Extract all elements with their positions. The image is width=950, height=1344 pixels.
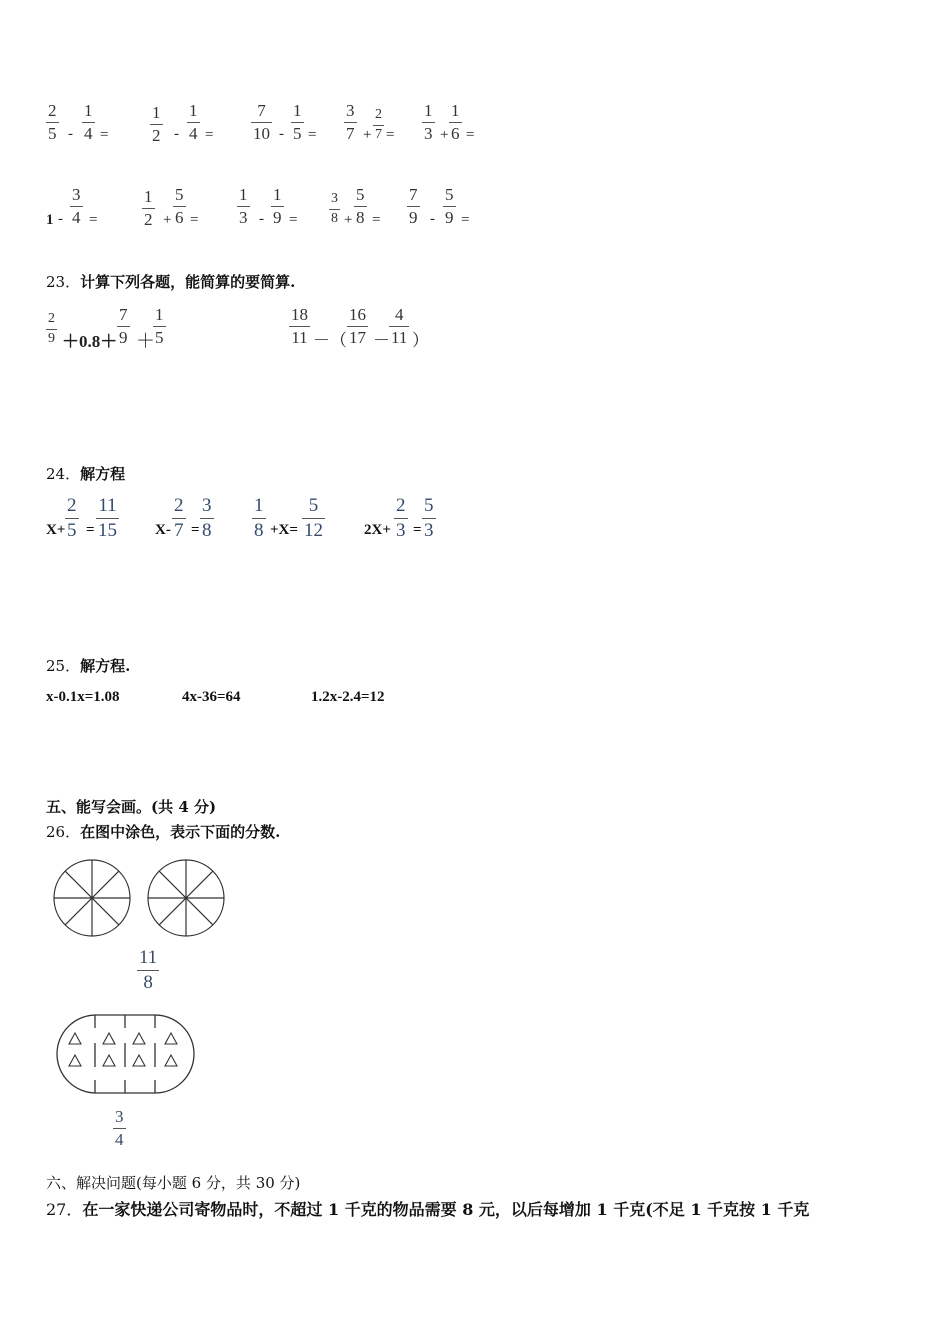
fraction — [422, 102, 435, 142]
numerator: 7 — [119, 305, 128, 324]
fraction — [46, 312, 57, 346]
question-23-heading — [46, 271, 295, 292]
numerator: 3 — [115, 1107, 124, 1126]
fraction — [443, 186, 456, 226]
circle-1[interactable] — [54, 860, 130, 936]
question-text: 解方程 — [80, 465, 126, 483]
denominator: 3 — [424, 520, 434, 541]
equals-sign: = — [86, 522, 95, 538]
denominator: 9 — [48, 331, 55, 346]
numerator: 11 — [139, 947, 158, 968]
denominator: 15 — [98, 520, 117, 541]
numerator: 2 — [375, 107, 382, 122]
fraction — [373, 108, 384, 142]
equals-sign: = — [386, 127, 395, 143]
fraction — [302, 496, 325, 540]
circle-2[interactable] — [148, 860, 224, 936]
denominator: 7 — [174, 520, 184, 541]
fraction — [344, 102, 357, 142]
denominator: 8 — [356, 208, 365, 227]
fraction — [389, 306, 409, 346]
operator: - — [279, 126, 284, 142]
numerator: 2 — [48, 311, 55, 326]
denominator: 8 — [202, 520, 212, 541]
fraction — [172, 496, 186, 540]
denominator: 10 — [253, 124, 270, 143]
question-text: 在图中涂色，表示下面的分数. — [80, 823, 281, 841]
denominator: 5 — [48, 124, 57, 143]
operator: - — [174, 126, 179, 142]
numerator: 1 — [152, 103, 161, 122]
question-number: 27． — [46, 1200, 83, 1219]
operator: - — [68, 126, 73, 142]
denominator: 4 — [84, 124, 93, 143]
denominator: 8 — [254, 520, 264, 541]
fraction — [153, 306, 166, 346]
fraction — [422, 496, 436, 540]
question-number: 25． — [46, 657, 81, 675]
numerator: 3 — [202, 495, 212, 516]
numerator: 11 — [98, 495, 117, 516]
operator: - — [259, 211, 264, 227]
equals-sign: = — [205, 127, 214, 143]
fraction — [82, 102, 95, 142]
numerator: 3 — [331, 191, 338, 206]
equation-prefix: X+ — [46, 522, 66, 538]
denominator: 11 — [391, 328, 408, 347]
equation-prefix: 2X+ — [364, 522, 391, 538]
operator: + — [344, 212, 353, 228]
numerator: 5 — [424, 495, 434, 516]
fraction — [347, 306, 368, 346]
fraction — [70, 186, 83, 226]
equation-3: 1.2x-2.4=12 — [311, 689, 385, 705]
numerator: 2 — [67, 495, 77, 516]
equation-prefix: X- — [155, 522, 171, 538]
fraction — [187, 102, 200, 142]
denominator: 11 — [291, 328, 308, 347]
numerator: 1 — [155, 305, 164, 324]
question-number: 24． — [46, 465, 81, 483]
question-27 — [46, 1197, 809, 1220]
equals-sign: = — [89, 212, 98, 228]
equals-sign: = — [466, 127, 475, 143]
fraction — [252, 496, 266, 540]
equation-middle: +X= — [270, 522, 298, 538]
question-number: 23． — [46, 273, 81, 291]
question-text: 解方程. — [80, 657, 131, 675]
equals-sign: = — [191, 522, 200, 538]
numerator: 1 — [189, 101, 198, 120]
operator: - — [430, 211, 435, 227]
numerator: 1 — [254, 495, 264, 516]
fraction — [200, 496, 214, 540]
denominator: 7 — [375, 127, 382, 142]
question-25-heading — [46, 655, 130, 676]
fraction — [150, 104, 163, 144]
denominator: 8 — [331, 211, 338, 226]
numerator: 1 — [451, 101, 460, 120]
denominator: 4 — [72, 208, 81, 227]
fraction — [291, 102, 304, 142]
denominator: 9 — [273, 208, 282, 227]
fraction — [394, 496, 408, 540]
equals-sign: = — [308, 127, 317, 143]
numerator: 1 — [84, 101, 93, 120]
fraction — [96, 496, 119, 540]
denominator: 4 — [115, 1130, 124, 1149]
fraction — [142, 188, 155, 228]
fraction — [449, 102, 462, 142]
equals-sign: = — [190, 212, 199, 228]
denominator: 2 — [144, 210, 153, 229]
numerator: 7 — [257, 101, 266, 120]
divided-circles-figure — [50, 856, 240, 940]
operator: + — [440, 127, 449, 143]
numerator: 2 — [174, 495, 184, 516]
denominator: 9 — [445, 208, 454, 227]
fraction — [271, 186, 284, 226]
closing-paren: ） — [412, 331, 429, 350]
equals-sign: = — [372, 212, 381, 228]
target-fraction-1 — [137, 948, 159, 992]
section-6-title: 六、解决问题(每小题 6 分，共 30 分) — [46, 1174, 301, 1192]
numerator: 7 — [409, 185, 418, 204]
operator: － — [373, 331, 390, 350]
numerator: 5 — [356, 185, 365, 204]
denominator: 6 — [175, 208, 184, 227]
equals-sign: = — [461, 212, 470, 228]
numerator: 1 — [144, 187, 153, 206]
equals-sign: = — [289, 212, 298, 228]
equals-sign: = — [100, 127, 109, 143]
operator: －（ — [313, 331, 347, 350]
fraction — [117, 306, 130, 346]
numerator: 16 — [349, 305, 366, 324]
denominator: 7 — [346, 124, 355, 143]
numerator: 2 — [48, 101, 57, 120]
denominator: 2 — [152, 126, 161, 145]
question-24-heading — [46, 463, 125, 484]
denominator: 6 — [451, 124, 460, 143]
fraction — [354, 186, 367, 226]
target-fraction-2 — [113, 1108, 126, 1148]
denominator: 8 — [143, 972, 153, 993]
denominator: 3 — [424, 124, 433, 143]
fraction — [329, 192, 340, 226]
numerator: 4 — [394, 305, 404, 324]
denominator: 5 — [67, 520, 77, 541]
operator: ＋ — [136, 331, 156, 352]
equation-2: 4x-36=64 — [182, 689, 241, 705]
fraction — [251, 102, 272, 142]
operator: + — [163, 212, 172, 228]
section-5-title: 五、能写会画。(共 4 分) — [46, 798, 217, 816]
denominator: 12 — [304, 520, 323, 541]
numerator: 3 — [346, 101, 355, 120]
fraction — [237, 186, 250, 226]
equals-sign: = — [413, 522, 422, 538]
operator: + — [363, 127, 372, 143]
numerator: 1 — [239, 185, 248, 204]
numerator: 5 — [308, 495, 319, 516]
question-number: 26． — [46, 823, 81, 841]
numerator: 1 — [424, 101, 433, 120]
fraction — [289, 306, 310, 346]
numerator: 2 — [396, 495, 406, 516]
numerator: 1 — [293, 101, 302, 120]
fraction — [407, 186, 420, 226]
numerator: 3 — [72, 185, 81, 204]
numerator: 18 — [291, 305, 308, 324]
question-text: 计算下列各题，能简算的要简算. — [80, 273, 296, 291]
numerator: 5 — [175, 185, 184, 204]
triangle-group-figure[interactable] — [55, 1012, 197, 1096]
denominator: 5 — [293, 124, 302, 143]
denominator: 17 — [349, 328, 366, 347]
whole-number: 1 — [46, 212, 54, 228]
denominator: 5 — [155, 328, 164, 347]
question-26-heading — [46, 821, 280, 842]
denominator: 3 — [239, 208, 248, 227]
fraction — [46, 102, 59, 142]
fraction — [65, 496, 79, 540]
denominator: 4 — [189, 124, 198, 143]
numerator: 1 — [273, 185, 282, 204]
denominator: 9 — [119, 328, 128, 347]
operator: - — [58, 211, 63, 227]
operator: ＋0.8＋ — [62, 332, 118, 351]
numerator: 5 — [445, 185, 454, 204]
equation-1: x-0.1x=1.08 — [46, 689, 120, 705]
denominator: 3 — [396, 520, 406, 541]
fraction — [173, 186, 186, 226]
question-text: 在一家快递公司寄物品时，不超过 1 千克的物品需要 8 元，以后每增加 1 千克(不足 1 千克按 1 千克 — [82, 1200, 810, 1219]
denominator: 9 — [409, 208, 418, 227]
